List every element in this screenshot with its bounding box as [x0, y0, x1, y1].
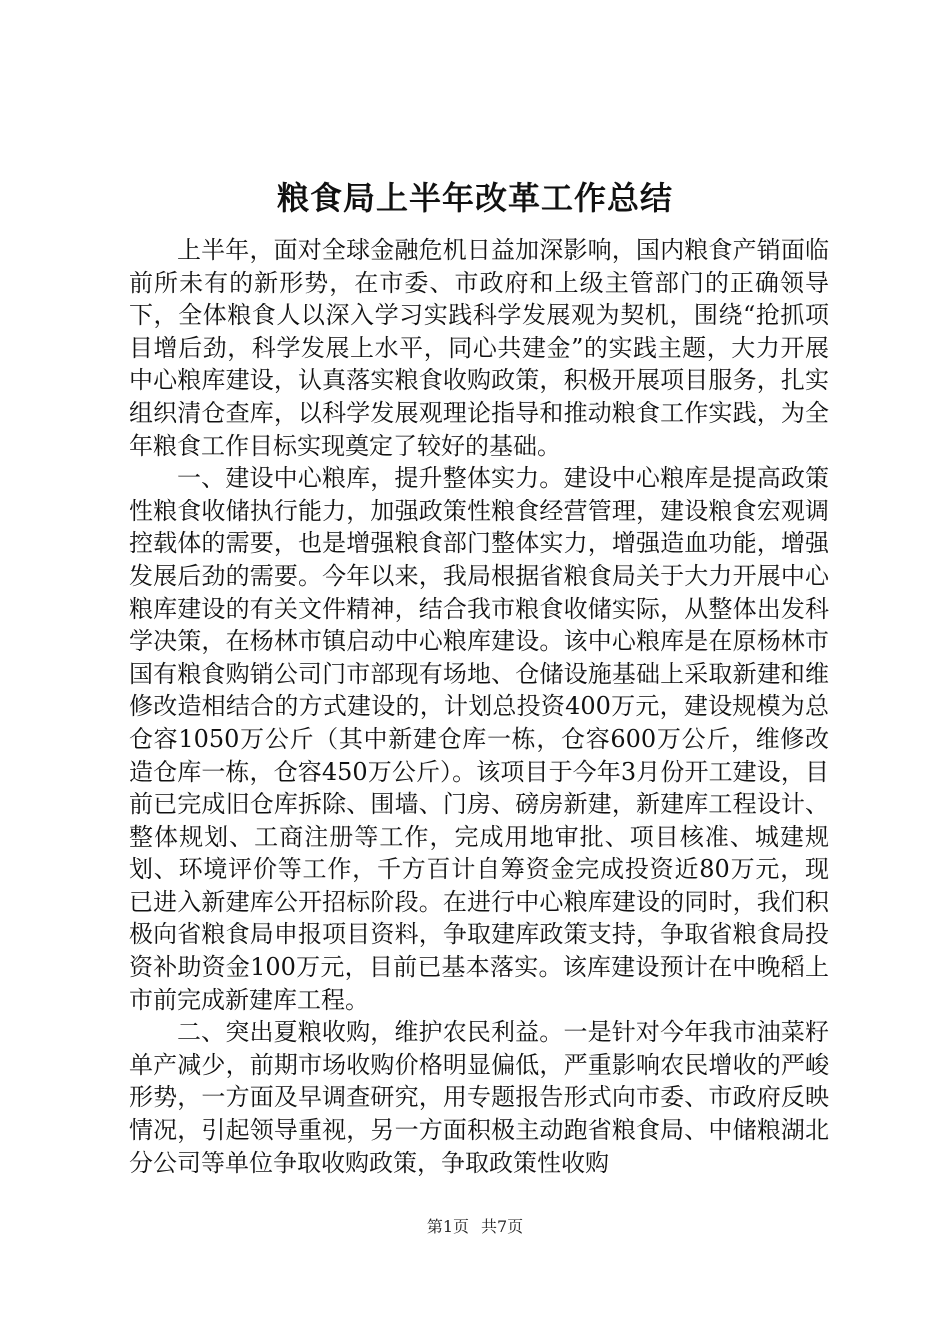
page-total: 共7页: [481, 1217, 524, 1236]
paragraph-intro: 上半年，面对全球金融危机日益加深影响，国内粮食产销面临前所未有的新形势，在市委、市政府和上级主管部门的正确领导下，全体粮食人以深入学习实践科学发展观为契机，围绕“抢抓项目增后劲，科学发展上水平，同心共建金”的实践主题，大力开展中心粮库建设，认真落实粮食收购政策，积极开展项目服务，扎实组织清仓查库，以科学发展观理论指导和推动粮食工作实践，为全年粮食工作目标实现奠定了较好的基础。: [129, 236, 829, 460]
page-number: 第1页: [426, 1217, 469, 1236]
document-title: 粮食局上半年改革工作总结: [276, 179, 673, 217]
document-body: [129, 234, 829, 1179]
paragraph-section-2: 二、突出夏粮收购，维护农民利益。一是针对今年我市油菜籽单产减少，前期市场收购价格明显偏低，严重影响农民增收的严峻形势，一方面及早调查研究，用专题报告形式向市委、市政府反映情况，引起领导重视，另一方面积极主动跑省粮食局、中储粮湖北分公司等单位争取收购政策，争取政策性收购: [129, 1018, 829, 1177]
page-footer: [0, 1217, 950, 1237]
paragraph-section-1: 一、建设中心粮库，提升整体实力。建设中心粮库是提高政策性粮食收储执行能力，加强政策性粮食经营管理，建设粮食宏观调控载体的需要，也是增强粮食部门整体实力，增强造血功能，增强发展后劲的需要。今年以来，我局根据省粮食局关于大力开展中心粮库建设的有关文件精神，结合我市粮食收储实际，从整体出发科学决策，在杨林市镇启动中心粮库建设。该中心粮库是在原杨林市国有粮食购销公司门市部现有场地、仓储设施基础上采取新建和维修改造相结合的方式建设的，计划总投资400万元，建设规模为总仓容1050万公斤（其中新建仓库一栋，仓容600万公斤，维修改造仓库一栋，仓容450万公斤）。该项目于今年3月份开工建设，目前已完成旧仓库拆除、围墙、门房、磅房新建，新建库工程设计、整体规划、工商注册等工作，完成用地审批、项目核准、城建规划、环境评价等工作，千方百计自筹资金完成投资近80万元，现已进入新建库公开招标阶段。在进行中心粮库建设的同时，我们积极向省粮食局申报项目资料，争取建库政策支持，争取省粮食局投资补助资金100万元，目前已基本落实。该库建设预计在中晚稻上市前完成新建库工程。: [129, 464, 829, 1014]
